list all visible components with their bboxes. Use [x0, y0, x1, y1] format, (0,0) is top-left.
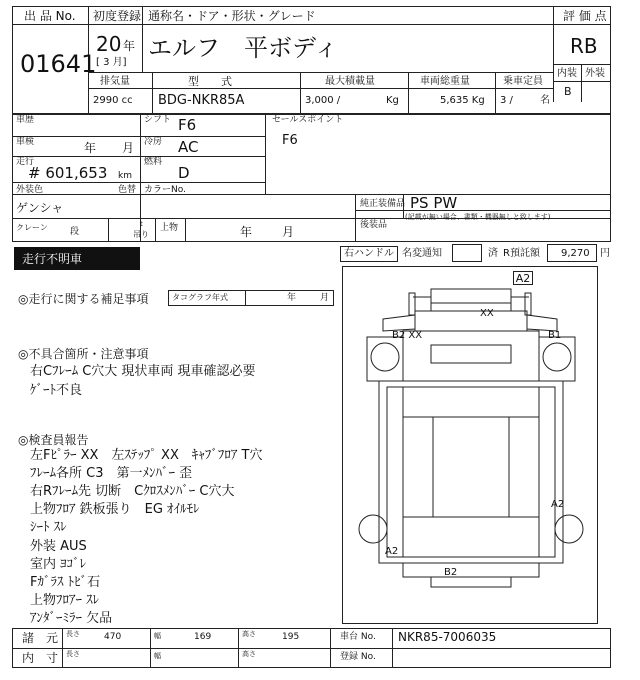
- color-change-label: 色替: [118, 185, 137, 195]
- inspector-label: ◎検査員報告: [18, 433, 89, 447]
- aftermarket-label: 後装品: [360, 220, 388, 230]
- inspector-line: 右Rﾌﾚｰﾑ先 切断 Cｸﾛｽﾒﾝﾊﾞｰ C穴大: [30, 484, 235, 499]
- length-label: 長さ: [66, 630, 80, 638]
- upper-year: 年: [240, 225, 253, 239]
- sales-point: F6: [282, 133, 298, 148]
- mark-right-rear: A2: [551, 499, 565, 510]
- chassis-label: 車台 No.: [340, 632, 376, 642]
- exterior-color-label: 外装色: [16, 185, 44, 195]
- recycle-label: R預託額: [503, 248, 540, 259]
- recycle-amount: 9,270: [561, 248, 590, 259]
- inspection-month: 月: [122, 141, 135, 155]
- equipment-label: 純正装備品: [360, 199, 406, 209]
- model-label: 型 式: [188, 75, 232, 88]
- name-change-label: 名変通知: [402, 248, 442, 259]
- first-reg-month: [ 3 月]: [96, 57, 127, 68]
- defect-line: 右Cﾌﾚｰﾑ C穴大 現状車両 現車確認必要: [30, 364, 256, 379]
- inspector-line: ｱﾝﾀﾞｰﾐﾗｰ 欠品: [30, 611, 113, 626]
- ac: AC: [178, 138, 199, 156]
- car-name-label: 通称名・ドア・形状・グレード: [148, 9, 316, 23]
- first-reg-year-unit: 年: [123, 39, 136, 53]
- inspector-line: 室内 ﾖｺﾞﾚ: [30, 557, 87, 572]
- registration-label: 登録 No.: [340, 652, 376, 662]
- first-reg-label: 初度登録: [93, 9, 142, 23]
- interior-score-label: 内装: [557, 68, 577, 79]
- inspector-line: Fｶﾞﾗｽ ﾄﾋﾞ石: [30, 575, 101, 590]
- mileage: # 601,653: [28, 164, 108, 182]
- max-load-label: 最大積載量: [325, 76, 375, 87]
- inspector-line: 外装 AUS: [30, 539, 87, 554]
- displacement-label: 排気量: [100, 76, 130, 87]
- shift: F6: [178, 116, 197, 134]
- ac-label: 冷房: [144, 137, 163, 147]
- crane-stages: 段: [70, 227, 80, 237]
- upper-month: 月: [282, 225, 295, 239]
- mark-cab-top: XX: [480, 308, 494, 319]
- vehicle-diagram: [342, 266, 598, 624]
- tacho-year: 年: [287, 293, 297, 303]
- name-change-box: [452, 244, 482, 262]
- exterior-color: ゲンシャ: [16, 201, 64, 215]
- inner-length-label: 長さ: [66, 650, 80, 658]
- inspector-line: 上物ﾌﾛｱｰ ｽﾚ: [30, 593, 100, 608]
- max-load-unit: Kg: [386, 95, 399, 106]
- mark-right-front: B1: [548, 330, 562, 341]
- exterior-score: B: [564, 85, 572, 98]
- length: 470: [104, 632, 122, 642]
- inspection-label: 車検: [16, 137, 35, 147]
- mark-left-front: B2 XX: [392, 330, 423, 341]
- recycle-prefix: 済: [488, 248, 498, 259]
- first-reg-year: 20: [96, 32, 122, 56]
- gross-weight: 5,635 Kg: [440, 95, 485, 106]
- dims-label: 諸 元: [22, 631, 59, 645]
- lot-number: 01641: [20, 50, 97, 78]
- aftermarket-note: (記載が無い場合、書類・機器無しと致します): [405, 213, 551, 221]
- overall-score: RB: [570, 34, 598, 58]
- inspection-year: 年: [84, 141, 97, 155]
- mileage-unknown-badge: 走行不明車: [14, 247, 140, 270]
- inspector-line: 上物ﾌﾛｱ 鉄板張り EG ｵｲﾙﾓﾚ: [30, 502, 200, 517]
- width-label: 幅: [154, 632, 161, 640]
- lot-label: 出 品 No.: [24, 9, 76, 23]
- inner-height-label: 高さ: [242, 650, 256, 658]
- fuel: D: [178, 164, 190, 182]
- upper-label: 上物: [160, 223, 179, 233]
- exterior-score-label: 外装: [585, 68, 605, 79]
- inner-dims-label: 内 寸: [22, 651, 59, 665]
- recycle-unit: 円: [600, 248, 610, 259]
- crane-tsuri: 吊り: [133, 230, 149, 239]
- crane-label: クレーン: [16, 223, 48, 232]
- mileage-notes-label: ◎走行に関する補足事項: [18, 292, 149, 306]
- inspector-line: ｼｰﾄ ｽﾚ: [30, 520, 67, 535]
- height: 195: [282, 632, 300, 642]
- color-no-label: カラーNo.: [144, 185, 186, 195]
- sales-point-label: セールスポイント: [272, 115, 344, 125]
- defects-label: ◎不具合箇所・注意事項: [18, 347, 149, 361]
- displacement: 2990 cc: [93, 95, 133, 106]
- mark-bottom: B2: [444, 567, 458, 578]
- inner-width-label: 幅: [154, 652, 161, 660]
- capacity-label: 乗車定員: [503, 76, 543, 87]
- score-label: 評 価 点: [563, 9, 607, 23]
- capacity: 3 /: [500, 95, 513, 106]
- defect-line: ｹﾞｰﾄ不良: [30, 383, 83, 398]
- capacity-unit: 名: [540, 95, 550, 106]
- equipment: PS PW: [410, 194, 458, 212]
- tacho-label: タコグラフ年式: [172, 293, 228, 302]
- max-load: 3,000 /: [305, 95, 341, 106]
- car-name: エルフ 平ボディ: [148, 34, 339, 62]
- truck-outline: [343, 267, 597, 623]
- mark-left-rear: A2: [385, 546, 399, 557]
- mileage-label: 走行: [16, 157, 35, 167]
- mark-top: A2: [513, 271, 533, 285]
- mileage-unit: km: [118, 171, 132, 181]
- tacho-month: 月: [320, 293, 330, 303]
- fuel-label: 燃料: [144, 157, 163, 167]
- width: 169: [194, 632, 212, 642]
- height-label: 高さ: [242, 630, 256, 638]
- inspector-line: ﾌﾚｰﾑ各所 C3 第一ﾒﾝﾊﾞｰ 歪: [30, 466, 193, 481]
- chassis-no: NKR85-7006035: [398, 630, 497, 644]
- gross-weight-label: 車両総重量: [420, 76, 470, 87]
- history-label: 車歴: [16, 115, 35, 125]
- handle: 右ハンドル: [344, 248, 394, 259]
- model-code: BDG-NKR85A: [158, 93, 245, 108]
- shift-label: シフト: [144, 115, 172, 125]
- inspector-line: 左Fﾋﾟﾗｰ XX 左ｽﾃｯﾌﾟ XX ｷｬﾌﾞﾌﾛｱ T穴: [30, 448, 263, 463]
- crane-t: t: [140, 220, 143, 228]
